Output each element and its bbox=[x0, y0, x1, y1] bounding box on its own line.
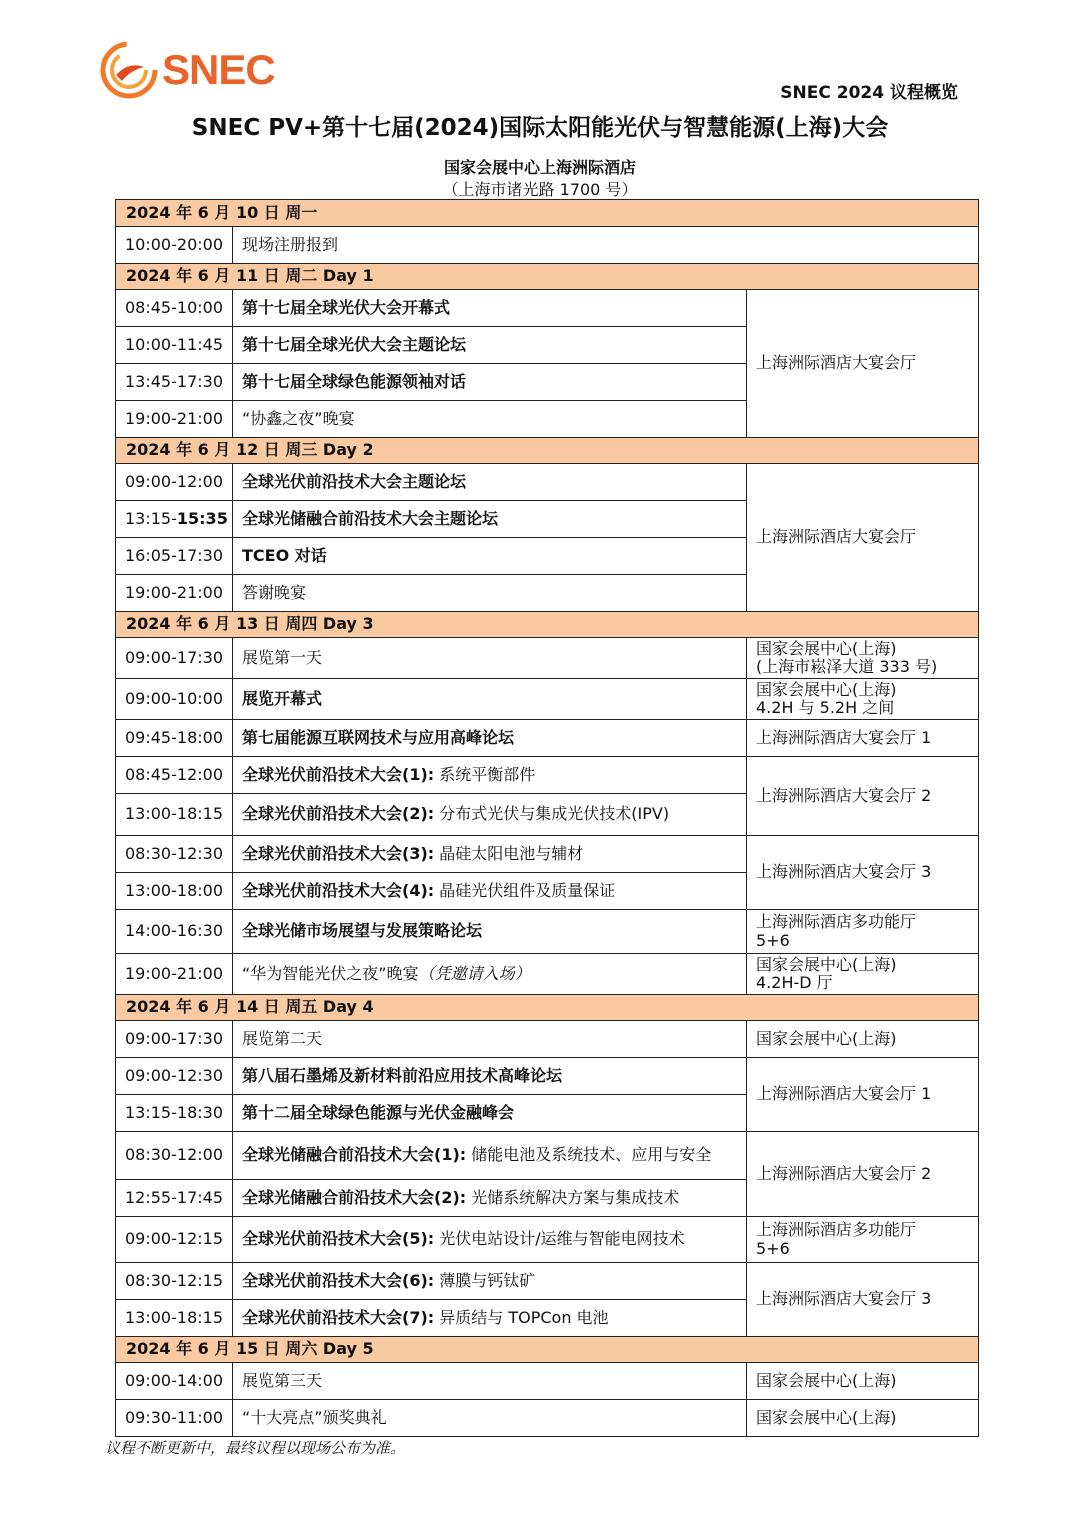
footnote: 议程不断更新中，最终议程以现场公布为准。 bbox=[105, 1439, 406, 1457]
date-label: 2024 年 6 月 12 日 周三 Day 2 bbox=[116, 438, 979, 464]
location-cell bbox=[747, 910, 979, 954]
location-cell: 上海洲际酒店大宴会厅 1 bbox=[747, 720, 979, 757]
session-title: 全球光储融合前沿技术大会主题论坛 bbox=[233, 501, 747, 538]
date-row bbox=[116, 264, 979, 290]
table-row bbox=[116, 757, 979, 794]
session-title: 展览第三天 bbox=[233, 1363, 747, 1400]
time-cell: 09:00-12:15 bbox=[116, 1217, 233, 1263]
table-row bbox=[116, 290, 979, 327]
session-title: 全球光伏前沿技术大会主题论坛 bbox=[233, 464, 747, 501]
time-cell: 19:00-21:00 bbox=[116, 575, 233, 612]
location-line: 上海洲际酒店多功能厅 bbox=[756, 1220, 917, 1240]
session-name: 全球光储融合前沿技术大会(2): bbox=[242, 1187, 467, 1207]
location-cell bbox=[747, 954, 979, 995]
session-title: “十大亮点”颁奖典礼 bbox=[233, 1400, 747, 1437]
session-title bbox=[233, 1300, 747, 1337]
session-title: 全球光储市场展望与发展策略论坛 bbox=[233, 910, 747, 954]
date-row bbox=[116, 995, 979, 1021]
location-line: 5+6 bbox=[756, 1238, 790, 1258]
location-cell: 国家会展中心(上海) bbox=[747, 1400, 979, 1437]
session-topic: 薄膜与钙钛矿 bbox=[439, 1270, 536, 1290]
venue-address: （上海市诸光路 1700 号） bbox=[442, 180, 638, 199]
time-cell: 08:45-12:00 bbox=[116, 757, 233, 794]
location-cell: 上海洲际酒店大宴会厅 bbox=[747, 464, 979, 612]
time-cell bbox=[116, 501, 233, 538]
session-name: 全球光伏前沿技术大会(6): bbox=[242, 1270, 435, 1290]
session-note: （凭邀请入场） bbox=[418, 963, 531, 983]
table-row bbox=[116, 1263, 979, 1300]
table-row bbox=[116, 1021, 979, 1058]
session-topic: 光储系统解决方案与集成技术 bbox=[471, 1187, 680, 1207]
session-title bbox=[233, 836, 747, 873]
session-name: 全球光伏前沿技术大会(3): bbox=[242, 843, 435, 863]
time-cell: 19:00-21:00 bbox=[116, 401, 233, 438]
location-cell: 上海洲际酒店大宴会厅 bbox=[747, 290, 979, 438]
date-label: 2024 年 6 月 10 日 周一 bbox=[116, 200, 979, 227]
time-cell: 09:00-12:30 bbox=[116, 1058, 233, 1095]
time-cell: 09:00-17:30 bbox=[116, 1021, 233, 1058]
date-label: 2024 年 6 月 11 日 周二 Day 1 bbox=[116, 264, 979, 290]
location-cell: 上海洲际酒店大宴会厅 2 bbox=[747, 1132, 979, 1217]
session-name: 全球光伏前沿技术大会(7): bbox=[242, 1307, 435, 1327]
session-topic: 分布式光伏与集成光伏技术(IPV) bbox=[439, 804, 670, 824]
session-title: 第十七届全球光伏大会主题论坛 bbox=[233, 327, 747, 364]
date-row bbox=[116, 200, 979, 227]
location-line: 5+6 bbox=[756, 930, 790, 950]
time-cell: 10:00-20:00 bbox=[116, 227, 233, 264]
session-title bbox=[233, 757, 747, 794]
location-cell bbox=[747, 1217, 979, 1263]
session-name: “华为智能光伏之夜”晚宴 bbox=[242, 963, 419, 983]
session-name: 全球光伏前沿技术大会(1): bbox=[242, 764, 435, 784]
session-name: 全球光伏前沿技术大会(5): bbox=[242, 1229, 435, 1249]
session-title: 第八届石墨烯及新材料前沿应用技术高峰论坛 bbox=[233, 1058, 747, 1095]
session-name: 全球光储融合前沿技术大会(1): bbox=[242, 1145, 467, 1165]
session-name: 全球光伏前沿技术大会(4): bbox=[242, 880, 435, 900]
time-cell: 08:30-12:30 bbox=[116, 836, 233, 873]
date-row bbox=[116, 612, 979, 638]
session-topic: 异质结与 TOPCon 电池 bbox=[439, 1307, 609, 1327]
time-cell: 09:30-11:00 bbox=[116, 1400, 233, 1437]
location-cell bbox=[747, 638, 979, 679]
date-label: 2024 年 6 月 15 日 周六 Day 5 bbox=[116, 1337, 979, 1363]
session-title bbox=[233, 1217, 747, 1263]
session-title bbox=[233, 794, 747, 836]
agenda-table bbox=[115, 199, 979, 1437]
session-title: “协鑫之夜”晚宴 bbox=[233, 401, 747, 438]
location-cell: 上海洲际酒店大宴会厅 3 bbox=[747, 836, 979, 910]
session-title bbox=[233, 1263, 747, 1300]
snec-logo bbox=[100, 40, 275, 100]
session-topic: 储能电池及系统技术、应用与安全 bbox=[471, 1145, 712, 1165]
table-row bbox=[116, 638, 979, 679]
time-cell: 13:00-18:15 bbox=[116, 1300, 233, 1337]
date-label: 2024 年 6 月 13 日 周四 Day 3 bbox=[116, 612, 979, 638]
table-row bbox=[116, 464, 979, 501]
location-cell bbox=[747, 679, 979, 720]
table-row bbox=[116, 1217, 979, 1263]
session-topic: 晶硅光伏组件及质量保证 bbox=[439, 880, 616, 900]
time-cell: 13:00-18:00 bbox=[116, 873, 233, 910]
table-row bbox=[116, 1058, 979, 1095]
location-line: 国家会展中心(上海) bbox=[756, 954, 897, 974]
time-cell: 09:00-12:00 bbox=[116, 464, 233, 501]
time-cell: 08:30-12:00 bbox=[116, 1132, 233, 1180]
venue-name: 国家会展中心上海洲际酒店 bbox=[443, 158, 636, 177]
logo-wordmark: SNEC bbox=[162, 46, 275, 93]
location-cell: 上海洲际酒店大宴会厅 1 bbox=[747, 1058, 979, 1132]
time-cell: 13:45-17:30 bbox=[116, 364, 233, 401]
session-title: TCEO 对话 bbox=[233, 538, 747, 575]
session-title bbox=[233, 1132, 747, 1180]
time-cell: 14:00-16:30 bbox=[116, 910, 233, 954]
session-topic: 系统平衡部件 bbox=[439, 764, 536, 784]
time-cell: 08:45-10:00 bbox=[116, 290, 233, 327]
table-row bbox=[116, 1363, 979, 1400]
session-title: 第七届能源互联网技术与应用高峰论坛 bbox=[233, 720, 747, 757]
time-cell: 09:00-14:00 bbox=[116, 1363, 233, 1400]
location-line: 国家会展中心(上海) bbox=[756, 638, 897, 658]
location-cell: 上海洲际酒店大宴会厅 2 bbox=[747, 757, 979, 836]
session-title: 第十二届全球绿色能源与光伏金融峰会 bbox=[233, 1095, 747, 1132]
date-row bbox=[116, 438, 979, 464]
table-row bbox=[116, 836, 979, 873]
session-title: 答谢晚宴 bbox=[233, 575, 747, 612]
time-cell: 09:45-18:00 bbox=[116, 720, 233, 757]
location-cell: 国家会展中心(上海) bbox=[747, 1021, 979, 1058]
table-row bbox=[116, 1400, 979, 1437]
time-cell: 09:00-10:00 bbox=[116, 679, 233, 720]
session-title: 第十七届全球绿色能源领袖对话 bbox=[233, 364, 747, 401]
date-label: 2024 年 6 月 14 日 周五 Day 4 bbox=[116, 995, 979, 1021]
table-row bbox=[116, 227, 979, 264]
date-row bbox=[116, 1337, 979, 1363]
location-line: (上海市崧泽大道 333 号) bbox=[756, 657, 938, 676]
location-cell: 上海洲际酒店大宴会厅 3 bbox=[747, 1263, 979, 1337]
time-cell: 09:00-17:30 bbox=[116, 638, 233, 679]
table-row bbox=[116, 1132, 979, 1180]
session-title: 展览开幕式 bbox=[233, 679, 747, 720]
session-title bbox=[233, 873, 747, 910]
location-line: 上海洲际酒店多功能厅 bbox=[756, 912, 917, 932]
session-title: 展览第一天 bbox=[233, 638, 747, 679]
time-cell: 13:15-18:30 bbox=[116, 1095, 233, 1132]
time-end: 15:35 bbox=[176, 508, 228, 528]
location-line: 4.2H 与 5.2H 之间 bbox=[756, 698, 895, 717]
page-title: SNEC PV+第十七届(2024)国际太阳能光伏与智慧能源(上海)大会 bbox=[191, 115, 889, 141]
table-row bbox=[116, 910, 979, 954]
session-title: 现场注册报到 bbox=[233, 227, 979, 264]
location-cell: 国家会展中心(上海) bbox=[747, 1363, 979, 1400]
time-cell: 19:00-21:00 bbox=[116, 954, 233, 995]
session-title bbox=[233, 954, 747, 995]
time-cell: 10:00-11:45 bbox=[116, 327, 233, 364]
session-title: 第十七届全球光伏大会开幕式 bbox=[233, 290, 747, 327]
session-topic: 晶硅太阳电池与辅材 bbox=[439, 843, 584, 863]
table-row bbox=[116, 679, 979, 720]
table-row bbox=[116, 954, 979, 995]
session-title bbox=[233, 1180, 747, 1217]
session-title: 展览第二天 bbox=[233, 1021, 747, 1058]
overview-label: SNEC 2024 议程概览 bbox=[780, 83, 958, 103]
time-start: 13:15- bbox=[125, 508, 177, 528]
time-cell: 08:30-12:15 bbox=[116, 1263, 233, 1300]
location-line: 4.2H-D 厅 bbox=[756, 973, 833, 992]
time-cell: 12:55-17:45 bbox=[116, 1180, 233, 1217]
table-row bbox=[116, 720, 979, 757]
time-cell: 13:00-18:15 bbox=[116, 794, 233, 836]
sun-swirl-icon bbox=[100, 41, 158, 99]
session-topic: 光伏电站设计/运维与智能电网技术 bbox=[439, 1229, 685, 1249]
location-line: 国家会展中心(上海) bbox=[756, 679, 897, 699]
time-cell: 16:05-17:30 bbox=[116, 538, 233, 575]
session-name: 全球光伏前沿技术大会(2): bbox=[242, 804, 435, 824]
